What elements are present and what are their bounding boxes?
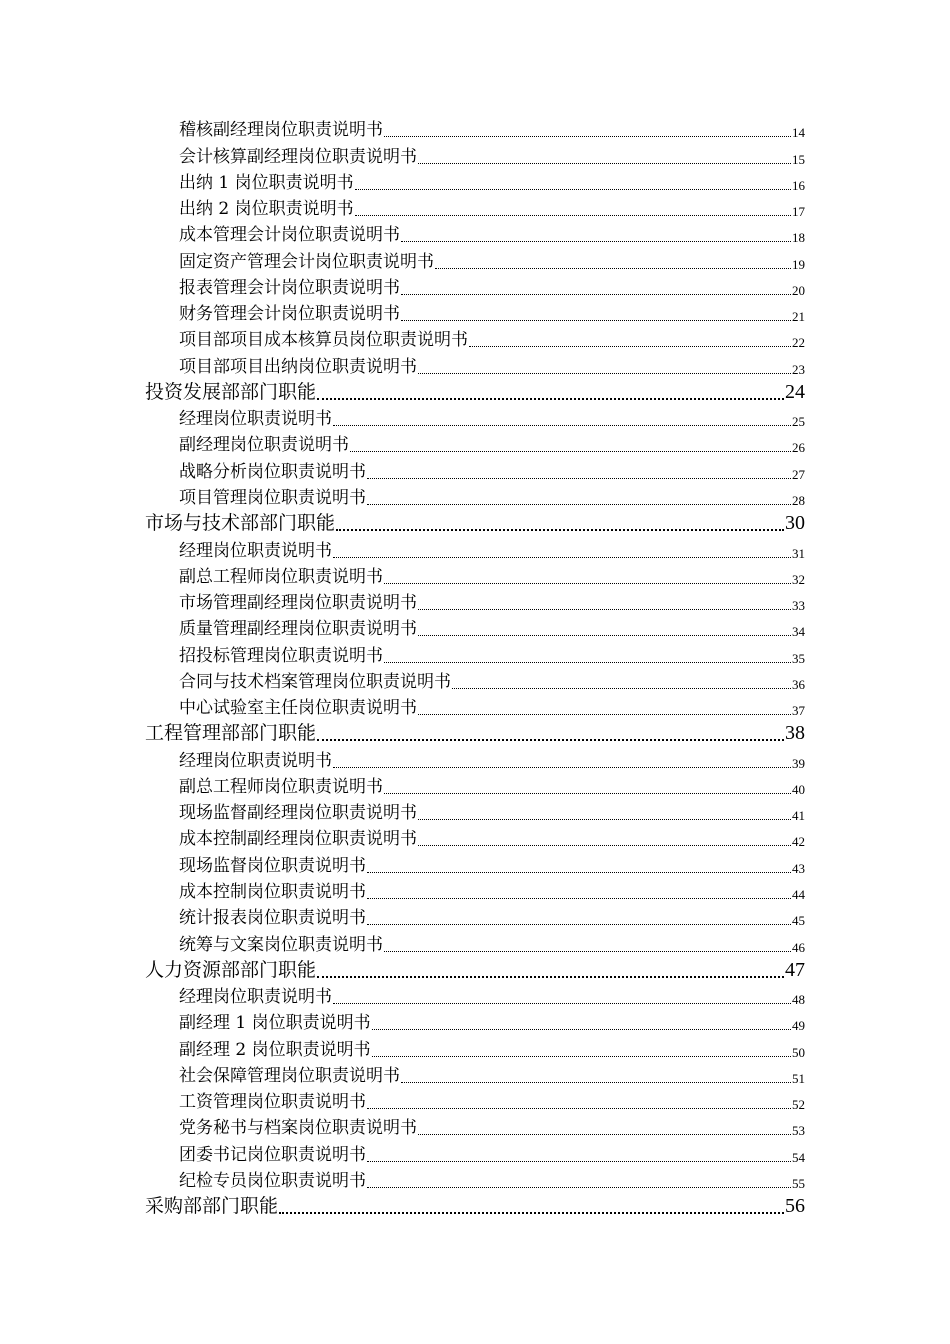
toc-subsection-entry[interactable] bbox=[0, 983, 950, 1009]
toc-entry-page-number: 27 bbox=[792, 466, 805, 482]
toc-dot-leader bbox=[435, 267, 791, 269]
toc-dot-leader bbox=[372, 1055, 791, 1057]
toc-entry-title: 合同与技术档案管理岗位职责说明书 bbox=[179, 671, 451, 692]
toc-subsection-entry[interactable] bbox=[0, 641, 950, 667]
toc-subsection-entry[interactable] bbox=[0, 589, 950, 615]
toc-dot-leader bbox=[367, 923, 791, 925]
toc-entry-title: 统筹与文案岗位职责说明书 bbox=[179, 934, 383, 955]
toc-dot-leader bbox=[401, 319, 791, 321]
toc-entry-title: 统计报表岗位职责说明书 bbox=[179, 908, 366, 929]
toc-dot-leader bbox=[384, 582, 791, 584]
toc-subsection-entry[interactable] bbox=[0, 694, 950, 720]
toc-dot-leader bbox=[317, 738, 784, 741]
toc-dot-leader bbox=[279, 1211, 784, 1214]
toc-entry-title: 纪检专员岗位职责说明书 bbox=[179, 1170, 366, 1191]
toc-subsection-entry[interactable] bbox=[0, 825, 950, 851]
toc-entry-page-number: 47 bbox=[785, 958, 805, 981]
toc-entry-title: 副经理岗位职责说明书 bbox=[179, 435, 349, 456]
toc-entry-page-number: 36 bbox=[792, 676, 805, 692]
toc-section-entry[interactable] bbox=[0, 957, 950, 983]
toc-entry-page-number: 45 bbox=[792, 913, 805, 929]
toc-entry-page-number: 34 bbox=[792, 624, 805, 640]
toc-entry-page-number: 24 bbox=[785, 380, 805, 403]
toc-dot-leader bbox=[418, 844, 791, 846]
toc-dot-leader bbox=[418, 818, 791, 820]
toc-dot-leader bbox=[336, 528, 784, 531]
toc-dot-leader bbox=[333, 1002, 791, 1004]
toc-subsection-entry[interactable] bbox=[0, 746, 950, 772]
toc-entry-page-number: 52 bbox=[792, 1097, 805, 1113]
toc-entry-title: 现场监督岗位职责说明书 bbox=[179, 855, 366, 876]
toc-dot-leader bbox=[418, 608, 791, 610]
toc-section-entry[interactable] bbox=[0, 1193, 950, 1219]
toc-dot-leader bbox=[317, 397, 784, 400]
toc-entry-title: 经理岗位职责说明书 bbox=[179, 409, 332, 430]
toc-dot-leader bbox=[418, 634, 791, 636]
toc-entry-page-number: 22 bbox=[792, 335, 805, 351]
toc-entry-title: 党务秘书与档案岗位职责说明书 bbox=[179, 1118, 417, 1139]
toc-dot-leader bbox=[350, 450, 791, 452]
toc-entry-page-number: 35 bbox=[792, 650, 805, 666]
toc-entry-title: 战略分析岗位职责说明书 bbox=[179, 461, 366, 482]
toc-subsection-entry[interactable] bbox=[0, 300, 950, 326]
toc-entry-page-number: 55 bbox=[792, 1175, 805, 1191]
toc-entry-title: 会计核算副经理岗位职责说明书 bbox=[179, 146, 417, 167]
toc-dot-leader bbox=[367, 503, 791, 505]
toc-entry-title: 财务管理会计岗位职责说明书 bbox=[179, 304, 400, 325]
toc-dot-leader bbox=[333, 424, 791, 426]
toc-subsection-entry[interactable] bbox=[0, 484, 950, 510]
toc-subsection-entry[interactable] bbox=[0, 1009, 950, 1035]
toc-dot-leader bbox=[418, 1133, 791, 1135]
toc-entry-title: 采购部部门职能 bbox=[145, 1195, 279, 1218]
toc-dot-leader bbox=[355, 214, 791, 216]
toc-subsection-entry[interactable] bbox=[0, 1114, 950, 1140]
toc-dot-leader bbox=[384, 792, 791, 794]
toc-entry-title: 副总工程师岗位职责说明书 bbox=[179, 566, 383, 587]
toc-subsection-entry[interactable] bbox=[0, 195, 950, 221]
toc-entry-page-number: 51 bbox=[792, 1070, 805, 1086]
toc-entry-page-number: 14 bbox=[792, 125, 805, 141]
toc-entry-title: 项目管理岗位职责说明书 bbox=[179, 487, 366, 508]
toc-entry-title: 经理岗位职责说明书 bbox=[179, 750, 332, 771]
toc-entry-title: 成本控制岗位职责说明书 bbox=[179, 881, 366, 902]
toc-subsection-entry[interactable] bbox=[0, 1035, 950, 1061]
toc-entry-page-number: 50 bbox=[792, 1044, 805, 1060]
toc-subsection-entry[interactable] bbox=[0, 773, 950, 799]
toc-dot-leader bbox=[401, 240, 791, 242]
toc-entry-page-number: 31 bbox=[792, 545, 805, 561]
toc-entry-title: 报表管理会计岗位职责说明书 bbox=[179, 277, 400, 298]
toc-entry-page-number: 32 bbox=[792, 571, 805, 587]
toc-dot-leader bbox=[384, 661, 791, 663]
toc-entry-title: 副总工程师岗位职责说明书 bbox=[179, 776, 383, 797]
toc-entry-title: 投资发展部部门职能 bbox=[145, 380, 317, 403]
toc-subsection-entry[interactable] bbox=[0, 668, 950, 694]
table-of-contents bbox=[0, 116, 950, 1219]
toc-subsection-entry[interactable] bbox=[0, 142, 950, 168]
toc-dot-leader bbox=[317, 975, 784, 978]
toc-entry-title: 团委书记岗位职责说明书 bbox=[179, 1144, 366, 1165]
toc-entry-title: 副经理 1 岗位职责说明书 bbox=[179, 1013, 371, 1034]
toc-entry-title: 质量管理副经理岗位职责说明书 bbox=[179, 619, 417, 640]
toc-dot-leader bbox=[333, 766, 791, 768]
toc-dot-leader bbox=[355, 188, 791, 190]
toc-subsection-entry[interactable] bbox=[0, 904, 950, 930]
toc-entry-page-number: 16 bbox=[792, 177, 805, 193]
toc-subsection-entry[interactable] bbox=[0, 1140, 950, 1166]
toc-entry-page-number: 33 bbox=[792, 598, 805, 614]
toc-entry-title: 工资管理岗位职责说明书 bbox=[179, 1092, 366, 1113]
toc-entry-title: 成本控制副经理岗位职责说明书 bbox=[179, 829, 417, 850]
toc-dot-leader bbox=[333, 556, 791, 558]
toc-entry-title: 出纳 2 岗位职责说明书 bbox=[179, 199, 354, 220]
toc-entry-page-number: 20 bbox=[792, 282, 805, 298]
toc-dot-leader bbox=[367, 897, 791, 899]
toc-subsection-entry[interactable] bbox=[0, 431, 950, 457]
toc-entry-title: 工程管理部部门职能 bbox=[145, 722, 317, 745]
toc-entry-title: 中心试验室主任岗位职责说明书 bbox=[179, 698, 417, 719]
toc-dot-leader bbox=[452, 687, 791, 689]
toc-entry-page-number: 49 bbox=[792, 1018, 805, 1034]
toc-subsection-entry[interactable] bbox=[0, 405, 950, 431]
toc-entry-title: 项目部项目出纳岗位职责说明书 bbox=[179, 356, 417, 377]
toc-entry-page-number: 44 bbox=[792, 886, 805, 902]
toc-section-entry[interactable] bbox=[0, 720, 950, 746]
toc-subsection-entry[interactable] bbox=[0, 169, 950, 195]
toc-entry-page-number: 39 bbox=[792, 755, 805, 771]
toc-entry-page-number: 26 bbox=[792, 440, 805, 456]
toc-entry-title: 经理岗位职责说明书 bbox=[179, 987, 332, 1008]
toc-entry-title: 市场与技术部部门职能 bbox=[145, 512, 336, 535]
toc-entry-title: 经理岗位职责说明书 bbox=[179, 540, 332, 561]
toc-dot-leader bbox=[401, 293, 791, 295]
toc-subsection-entry[interactable] bbox=[0, 116, 950, 142]
toc-subsection-entry[interactable] bbox=[0, 274, 950, 300]
toc-subsection-entry[interactable] bbox=[0, 851, 950, 877]
toc-entry-title: 招投标管理岗位职责说明书 bbox=[179, 645, 383, 666]
toc-subsection-entry[interactable] bbox=[0, 352, 950, 378]
toc-dot-leader bbox=[418, 713, 791, 715]
toc-dot-leader bbox=[401, 1081, 791, 1083]
toc-entry-page-number: 46 bbox=[792, 939, 805, 955]
toc-entry-title: 副经理 2 岗位职责说明书 bbox=[179, 1039, 371, 1060]
toc-dot-leader bbox=[384, 950, 791, 952]
toc-dot-leader bbox=[367, 871, 791, 873]
toc-entry-page-number: 28 bbox=[792, 492, 805, 508]
toc-dot-leader bbox=[418, 162, 791, 164]
toc-section-entry[interactable] bbox=[0, 510, 950, 536]
toc-subsection-entry[interactable] bbox=[0, 457, 950, 483]
toc-dot-leader bbox=[418, 372, 791, 374]
toc-entry-page-number: 23 bbox=[792, 361, 805, 377]
toc-dot-leader bbox=[384, 135, 791, 137]
toc-subsection-entry[interactable] bbox=[0, 878, 950, 904]
toc-dot-leader bbox=[372, 1028, 791, 1030]
toc-subsection-entry[interactable] bbox=[0, 221, 950, 247]
toc-entry-title: 现场监督副经理岗位职责说明书 bbox=[179, 803, 417, 824]
toc-entry-page-number: 15 bbox=[792, 151, 805, 167]
toc-entry-page-number: 41 bbox=[792, 808, 805, 824]
toc-entry-page-number: 42 bbox=[792, 834, 805, 850]
toc-subsection-entry[interactable] bbox=[0, 615, 950, 641]
toc-entry-title: 项目部项目成本核算员岗位职责说明书 bbox=[179, 330, 468, 351]
toc-entry-page-number: 37 bbox=[792, 703, 805, 719]
toc-subsection-entry[interactable] bbox=[0, 1167, 950, 1193]
toc-entry-page-number: 17 bbox=[792, 204, 805, 220]
toc-subsection-entry[interactable] bbox=[0, 799, 950, 825]
toc-entry-page-number: 19 bbox=[792, 256, 805, 272]
toc-entry-page-number: 21 bbox=[792, 309, 805, 325]
toc-dot-leader bbox=[367, 1107, 791, 1109]
toc-entry-title: 稽核副经理岗位职责说明书 bbox=[179, 120, 383, 141]
toc-entry-page-number: 30 bbox=[785, 512, 805, 535]
toc-dot-leader bbox=[469, 345, 791, 347]
toc-dot-leader bbox=[367, 477, 791, 479]
toc-subsection-entry[interactable] bbox=[0, 326, 950, 352]
toc-entry-page-number: 43 bbox=[792, 860, 805, 876]
toc-subsection-entry[interactable] bbox=[0, 563, 950, 589]
toc-entry-page-number: 48 bbox=[792, 992, 805, 1008]
toc-entry-title: 人力资源部部门职能 bbox=[145, 958, 317, 981]
toc-entry-title: 社会保障管理岗位职责说明书 bbox=[179, 1065, 400, 1086]
toc-subsection-entry[interactable] bbox=[0, 1088, 950, 1114]
toc-entry-title: 市场管理副经理岗位职责说明书 bbox=[179, 593, 417, 614]
toc-entry-page-number: 18 bbox=[792, 230, 805, 246]
toc-entry-page-number: 38 bbox=[785, 722, 805, 745]
toc-entry-page-number: 56 bbox=[785, 1195, 805, 1218]
toc-entry-page-number: 25 bbox=[792, 414, 805, 430]
toc-subsection-entry[interactable] bbox=[0, 247, 950, 273]
toc-dot-leader bbox=[367, 1186, 791, 1188]
toc-section-entry[interactable] bbox=[0, 379, 950, 405]
toc-subsection-entry[interactable] bbox=[0, 1062, 950, 1088]
toc-subsection-entry[interactable] bbox=[0, 930, 950, 956]
toc-entry-page-number: 53 bbox=[792, 1123, 805, 1139]
toc-subsection-entry[interactable] bbox=[0, 536, 950, 562]
toc-entry-page-number: 54 bbox=[792, 1149, 805, 1165]
toc-entry-title: 出纳 1 岗位职责说明书 bbox=[179, 172, 354, 193]
toc-entry-title: 成本管理会计岗位职责说明书 bbox=[179, 225, 400, 246]
toc-entry-page-number: 40 bbox=[792, 781, 805, 797]
toc-dot-leader bbox=[367, 1160, 791, 1162]
toc-entry-title: 固定资产管理会计岗位职责说明书 bbox=[179, 251, 434, 272]
